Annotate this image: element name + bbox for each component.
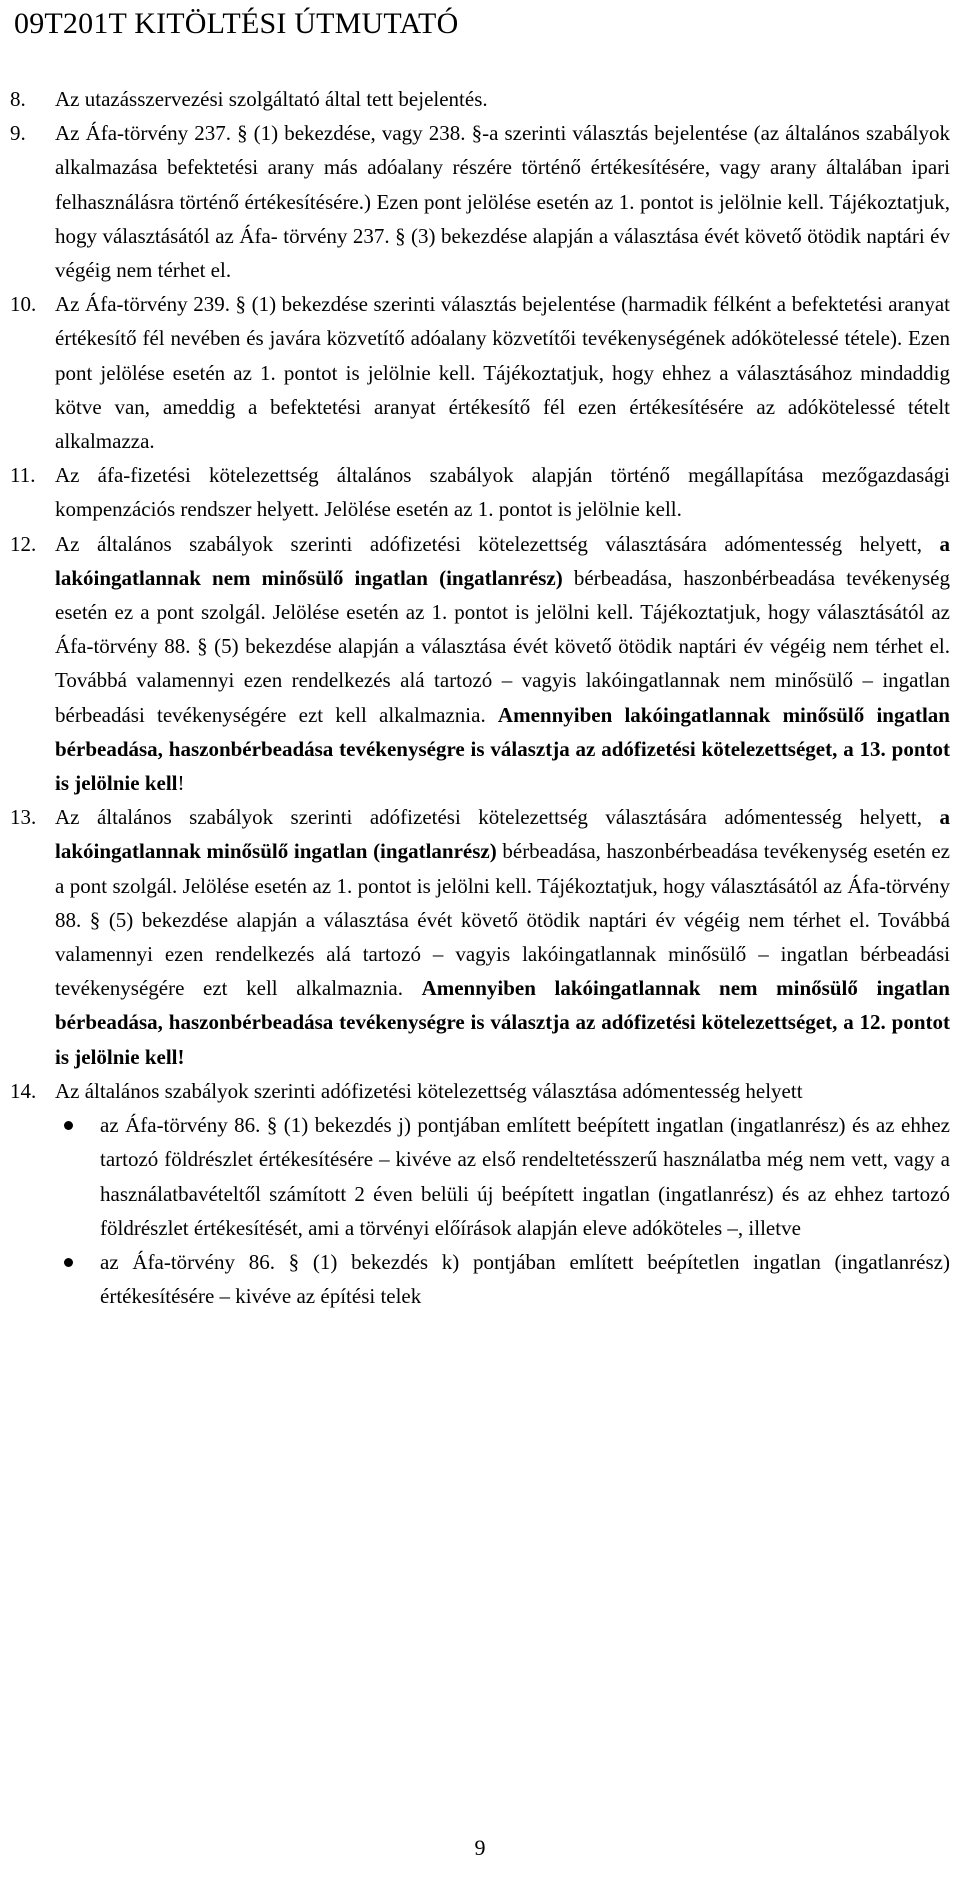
item-text — [55, 458, 950, 526]
page-number: 9 — [474, 1835, 486, 1860]
item-text — [55, 800, 950, 1074]
item-text-segment: Az áfa-fizetési kötelezettség általános szabályok alapján történő megállapítása mezőgazdasági kompenzációs rendszer helyett. Jelölése esetén az 1. pontot is jelölnie kell. — [55, 463, 950, 522]
bullet-text: az Áfa-törvény 86. § (1) bekezdés k) pontjában említett beépítetlen ingatlan (ingatlanrész) értékesítésére – kivéve az építési telek — [100, 1249, 950, 1309]
item-number: 13. — [10, 805, 37, 830]
item-text-segment: Az Áfa-törvény 239. § (1) bekezdése szerinti választás bejelentése (harmadik félként a befektetési aranyat értékesítő fél nevében és javára közvetítő adóalany közvetítői tevékenységének adókötelessé tétele). Ezen pont jelölése esetén az 1. pontot is jelölnie kell. Tájékoztatjuk, hogy ehhez a választásához mindaddig kötve van, ameddig a befektetési aranyat értékesítő fél ezen értékesítésére az adókötelessé tételt alkalmazza. — [55, 292, 950, 454]
list-item-9 — [10, 116, 950, 287]
document-header: 09T201T KITÖLTÉSI ÚTMUTATÓ — [14, 7, 459, 40]
bullet-text: az Áfa-törvény 86. § (1) bekezdés j) pontjában említett beépített ingatlan (ingatlanrész) és az ehhez tartozó földrészlet értékesítésére – kivéve az első rendeltetésszerű használatba még nem vett, vagy a használatbavételtől számított 2 éven belüli új beépített ingatlan (ingatlanrész) és az ehhez tartozó földrészlet értékesítését, ami a törvényi előírások alapján eleve adóköteles –, illetve — [100, 1113, 950, 1240]
item-text — [55, 527, 950, 801]
item-text — [55, 82, 950, 116]
item-text-segment: Az Áfa-törvény 237. § (1) bekezdése, vagy 238. §-a szerinti választás bejelentése (az általános szabályok alkalmazása befektetési arany más adóalany részére történő értékesítésére, vagy arany általában ipari felhasználásra történő értékesítésére.) Ezen pont jelölése esetén az 1. pontot is jelölnie kell. Tájékoztatjuk, hogy választásától az Áfa- törvény 237. § (3) bekezdése alapján a választása évét követő ötödik naptári év végéig nem térhet el. — [55, 121, 950, 283]
item-number: 12. — [10, 531, 37, 556]
bullet-icon — [55, 1108, 100, 1142]
bullet-item — [55, 1245, 950, 1313]
item-number: 8. — [10, 87, 26, 111]
item-text-bold-segment: Amennyiben lakóingatlannak nem minősülő ingatlan bérbeadása, haszonbérbeadása tevékenységre is választja az adófizetési kötelezettséget, a 12. pontot is jelölnie kell! — [55, 976, 950, 1069]
list-item-14 — [10, 1074, 950, 1313]
item-text-segment: Az általános szabályok szerinti adófizetési kötelezettség választása adómentesség helyett — [55, 1078, 803, 1103]
item-text-segment: bérbeadása, haszonbérbeadása tevékenység esetén ez a pont szolgál. Jelölése esetén az 1. pontot is jelölni kell. Tájékoztatjuk, hogy választásától az Áfa-törvény 88. § (5) bekezdése alapján a választása évét követő ötödik naptári év végéig nem térhet el. Továbbá valamennyi ezen rendelkezés alá tartozó – vagyis lakóingatlannak nem minősülő – ingatlan bérbeadási tevékenységére ezt kell alkalmaznia. — [55, 565, 950, 727]
item-text-segment: ! — [177, 771, 185, 796]
list-item-10 — [10, 287, 950, 458]
item-text-bold-segment: a lakóingatlannak nem minősülő ingatlan (ingatlanrész) — [55, 531, 950, 590]
item-number: 11. — [10, 463, 36, 488]
list-item-11 — [10, 458, 950, 526]
item-text-segment: Az általános szabályok szerinti adófizetési kötelezettség választására adómentesség helyett, — [55, 531, 940, 556]
item-number: 10. — [10, 292, 37, 317]
bullet-list — [55, 1108, 950, 1313]
item-text-bold-segment: Amennyiben lakóingatlannak minősülő ingatlan bérbeadása, haszonbérbeadása tevékenységre is választja az adófizetési kötelezettséget, a 13. pontot is jelölnie kell — [55, 702, 950, 796]
item-text-bold-segment: a lakóingatlannak minősülő ingatlan (ingatlanrész) — [55, 805, 950, 864]
item-text-segment: Az utazásszervezési szolgáltató által tett bejelentés. — [55, 87, 488, 111]
bullet-icon — [55, 1245, 100, 1279]
item-number: 9. — [10, 121, 26, 146]
item-text — [55, 116, 950, 287]
item-text-segment: bérbeadása, haszonbérbeadása tevékenység esetén ez a pont szolgál. Jelölése esetén az 1. pontot is jelölni kell. Tájékoztatjuk, hogy választásától az Áfa-törvény 88. § (5) bekezdése alapján a választása évét követő ötödik naptári év végéig nem térhet el. Továbbá valamennyi ezen rendelkezés alá tartozó – vagyis lakóingatlannak minősülő – ingatlan bérbeadási tevékenységére ezt kell alkalmaznia. — [55, 839, 950, 1001]
document-body — [10, 82, 950, 1313]
item-text — [55, 1074, 950, 1313]
item-text-segment: Az általános szabályok szerinti adófizetési kötelezettség választására adómentesség helyett, — [55, 805, 940, 830]
item-number: 14. — [10, 1078, 37, 1103]
list-item-12 — [10, 527, 950, 801]
list-item-13 — [10, 800, 950, 1074]
bullet-item — [55, 1108, 950, 1245]
item-text — [55, 287, 950, 458]
list-item-8 — [10, 82, 950, 116]
